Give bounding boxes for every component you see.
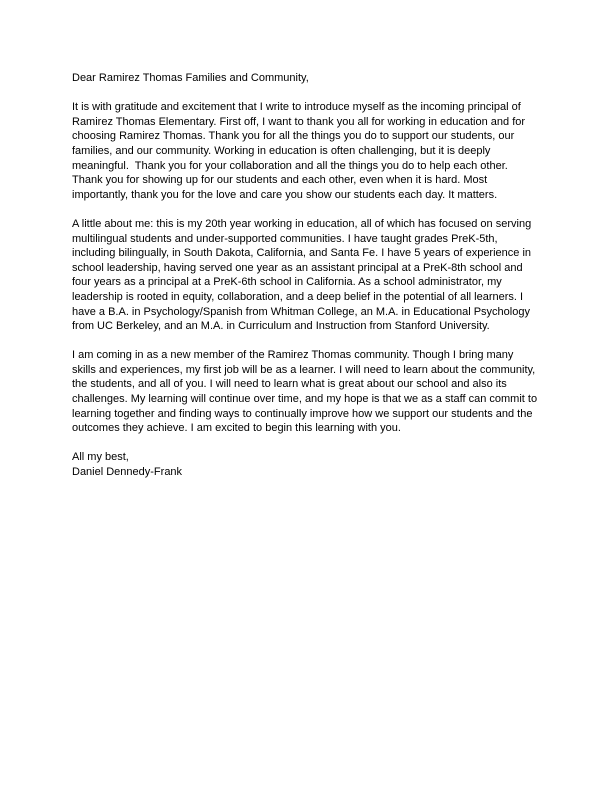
paragraph-line: outcomes they achieve. I am excited to begin this learning with you. <box>72 422 401 435</box>
paragraph-line: including bilingually, in South Dakota, California, and Santa Fe. I have 5 years of experience in <box>72 247 532 260</box>
paragraph-line: learning together and finding ways to continually improve how we support our students and the <box>72 407 533 420</box>
paragraph-line: families, and our community. Working in education is often challenging, but it is deeply <box>72 144 491 157</box>
paragraph-line: It is with gratitude and excitement that I write to introduce myself as the incoming principal of <box>72 101 521 114</box>
paragraph-line: challenges. My learning will continue over time, and my hope is that we as a staff can commit to <box>72 393 538 406</box>
paragraph-line: the students, and all of you. I will need to learn what is great about our school and also its <box>72 378 507 391</box>
letter-body <box>72 71 552 480</box>
signature-name: Daniel Dennedy-Frank <box>72 466 183 479</box>
paragraph-about-me <box>72 217 552 334</box>
paragraph-introduction <box>72 100 552 202</box>
greeting <box>72 71 552 86</box>
paragraph-line: four years as a principal at a PreK-6th school in California. As a school administrator, my <box>72 276 502 289</box>
paragraph-line: Thank you for showing up for our students and each other, even when it is hard. Most <box>72 174 488 187</box>
paragraph-line: have a B.A. in Psychology/Spanish from Whitman College, an M.A. in Educational Psychology <box>72 305 530 318</box>
greeting-text: Dear Ramirez Thomas Families and Community, <box>72 72 309 84</box>
paragraph-line: Ramirez Thomas Elementary. First off, I want to thank you all for working in education and for <box>72 115 526 128</box>
signoff <box>72 450 552 479</box>
paragraph-line: I am coming in as a new member of the Ramirez Thomas community. Though I bring many <box>72 349 514 362</box>
paragraph-line: leadership is rooted in equity, collaboration, and a deep belief in the potential of all learners. I <box>72 290 524 303</box>
paragraph-line: A little about me: this is my 20th year working in education, all of which has focused on serving <box>72 217 532 230</box>
paragraph-line: multilingual students and under-supported communities. I have taught grades PreK-5th, <box>72 232 498 245</box>
paragraph-line: choosing Ramirez Thomas. Thank you for all the things you do to support our students, our <box>72 130 515 143</box>
closing-text: All my best, <box>72 451 129 464</box>
paragraph-line: from UC Berkeley, and an M.A. in Curriculum and Instruction from Stanford University. <box>72 320 490 333</box>
paragraph-line: importantly, thank you for the love and care you show our students each day. It matters. <box>72 188 498 201</box>
paragraph-line: skills and experiences, my first job will be as a learner. I will need to learn about the community, <box>72 363 536 376</box>
paragraph-learner <box>72 348 552 436</box>
paragraph-line: meaningful. Thank you for your collaboration and all the things you do to help each other. <box>72 159 508 172</box>
paragraph-line: school leadership, having served one year as an assistant principal at a PreK-8th school and <box>72 261 523 274</box>
